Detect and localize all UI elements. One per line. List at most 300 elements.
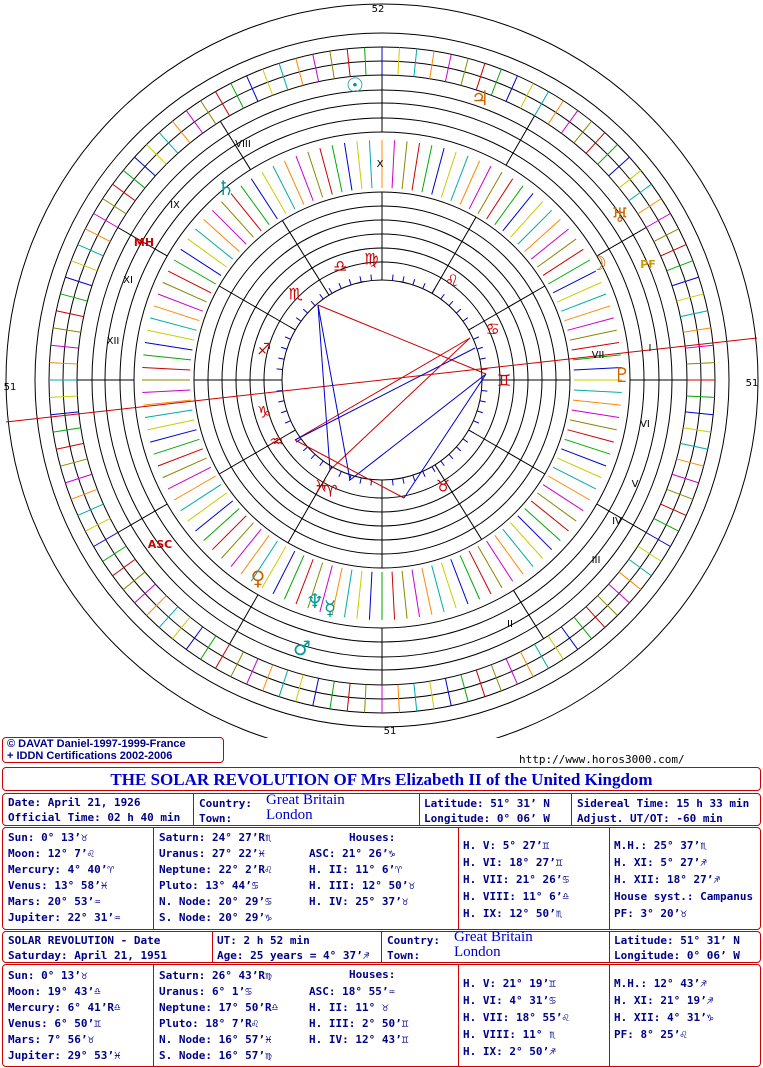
sign-divider xyxy=(219,430,295,474)
degree-tick xyxy=(303,447,307,451)
inner-tick xyxy=(525,508,561,540)
inner-tick xyxy=(487,179,513,219)
revolution-houses-title: Houses: xyxy=(349,968,396,981)
zodiac-tick xyxy=(113,559,136,575)
zodiac-tick xyxy=(103,199,126,214)
degree-tick xyxy=(441,294,445,299)
inner-tick xyxy=(537,239,576,267)
inner-tick xyxy=(553,467,596,489)
aspect-line xyxy=(318,305,486,374)
inner-tick xyxy=(150,430,196,442)
inner-tick xyxy=(150,318,196,330)
birth-planet-entry: Neptune: 22° 2’R♌ xyxy=(159,863,272,876)
zodiac-tick xyxy=(279,670,288,697)
revolution-planet-entry: Venus: 6° 50’♊ xyxy=(8,1017,101,1030)
degree-tick xyxy=(423,471,425,476)
zodiac-tick xyxy=(216,92,230,116)
inner-tick xyxy=(565,439,611,454)
inner-tick xyxy=(204,219,240,251)
inner-tick xyxy=(531,501,568,531)
birth-sidereal: Sidereal Time: 15 h 33 min xyxy=(577,797,750,810)
sign-glyph-7: ♏ xyxy=(288,284,303,304)
zodiac-tick xyxy=(677,459,704,466)
inner-tick xyxy=(231,193,261,230)
degree-tick xyxy=(349,279,351,285)
birth-house-entry: H. III: 12° 50’♉ xyxy=(309,879,415,892)
zodiac-tick xyxy=(201,636,216,659)
inner-tick xyxy=(570,330,617,340)
inner-tick xyxy=(525,219,561,251)
copyright-line2: + IDDN Certifications 2002-2006 xyxy=(7,750,173,762)
inner-tick xyxy=(503,529,533,566)
degree-tick xyxy=(329,288,332,293)
house-label-1: IX xyxy=(170,200,180,211)
inner-tick xyxy=(273,551,295,594)
inner-tick xyxy=(537,493,576,521)
inner-tick xyxy=(174,260,216,284)
birth-adjust: Adjust. UT/OT: -60 min xyxy=(577,812,723,825)
birth-planet-entry: Mars: 20° 53’♒ xyxy=(8,895,101,908)
inner-tick xyxy=(320,148,332,194)
planet-glyph-1: ☽ xyxy=(589,251,607,275)
inner-tick xyxy=(565,306,611,321)
degree-tick xyxy=(278,358,284,359)
inner-tick xyxy=(147,420,194,430)
zodiac-tick xyxy=(71,489,97,499)
birth-country-label: Country: xyxy=(199,797,252,810)
inner-tick xyxy=(369,140,372,188)
sign-glyph-11: ♓ xyxy=(313,476,329,496)
degree-tick xyxy=(463,318,468,322)
house-label-10: X xyxy=(376,159,384,170)
zodiac-tick xyxy=(296,675,303,702)
degree-tick xyxy=(285,337,290,339)
birth-house-entry: ASC: 21° 26’♑ xyxy=(309,847,396,860)
inner-tick xyxy=(561,294,606,311)
birth-info-panel xyxy=(2,793,761,826)
degree-tick xyxy=(480,358,486,359)
inner-tick xyxy=(284,555,304,599)
inner-tick xyxy=(557,282,601,302)
inner-tick xyxy=(487,541,513,581)
wheel-bottom-label: 51 xyxy=(383,726,397,737)
degree-tick xyxy=(303,309,307,313)
planet-glyph-8: ♆ xyxy=(306,589,324,613)
zodiac-tick xyxy=(263,69,273,95)
degree-tick xyxy=(339,471,341,476)
inner-tick xyxy=(460,555,480,599)
revolution-planet-entry: Neptune: 17° 50’R♎ xyxy=(159,1001,279,1014)
inner-tick xyxy=(212,210,246,244)
inner-tick xyxy=(402,571,407,619)
zodiac-tick xyxy=(520,83,533,108)
zodiac-tick xyxy=(135,584,156,603)
degree-tick xyxy=(413,279,415,285)
inner-tick xyxy=(570,420,617,430)
inner-tick xyxy=(181,485,221,511)
inner-tick xyxy=(548,476,590,500)
aspect-line xyxy=(350,374,486,480)
zodiac-tick xyxy=(586,133,605,154)
zodiac-tick xyxy=(263,665,273,691)
birth-time: Official Time: 02 h 40 min xyxy=(8,811,181,824)
sign-glyph-2: ♊ xyxy=(496,371,512,390)
inner-tick xyxy=(543,249,583,275)
birth-town-label: Town: xyxy=(199,812,233,825)
inner-tick xyxy=(357,571,362,619)
house-label-3: XII xyxy=(106,336,120,347)
planet-glyph-0: ☉ xyxy=(346,73,364,97)
inner-tick xyxy=(145,342,192,350)
inner-tick xyxy=(557,458,601,478)
revolution-date: Saturday: April 21, 1951 xyxy=(8,949,167,962)
zodiac-tick xyxy=(535,644,549,668)
revolution-longitude: Longitude: 0° 06’ W xyxy=(614,949,740,962)
degree-tick xyxy=(392,479,393,485)
aspect-line xyxy=(295,440,404,498)
wheel-right-label: 51 xyxy=(745,378,759,389)
zodiac-tick xyxy=(629,184,652,200)
birth-date: Date: April 21, 1926 xyxy=(8,796,141,809)
birth-house-entry: M.H.: 25° 37’♏ xyxy=(614,839,707,852)
revolution-planet-entry: S. Node: 16° 57’♍ xyxy=(159,1049,272,1062)
birth-house-entry: H. VIII: 11° 6’♎ xyxy=(463,890,569,903)
inner-tick xyxy=(181,249,221,275)
revolution-planet-entry: Pluto: 18° 7’R♌ xyxy=(159,1017,259,1030)
zodiac-tick xyxy=(94,214,118,228)
inner-tick xyxy=(163,458,207,478)
zodiac-tick xyxy=(78,245,104,256)
revolution-planet-entry: Mercury: 6° 41’R♎ xyxy=(8,1001,121,1014)
revolution-house-entry: H. IV: 12° 43’♊ xyxy=(309,1033,409,1046)
title-panel xyxy=(2,767,761,791)
degree-tick xyxy=(473,421,478,423)
inner-tick xyxy=(241,186,269,225)
zodiac-tick xyxy=(476,670,485,697)
marker-label-1: MH xyxy=(133,236,155,249)
zodiac-tick xyxy=(78,504,104,515)
sign-divider xyxy=(469,286,545,330)
zodiac-tick xyxy=(231,652,244,677)
zodiac-tick xyxy=(672,474,699,483)
birth-planet-entry: Pluto: 13° 44’♋ xyxy=(159,879,259,892)
sign-glyph-10: ♒ xyxy=(269,432,284,451)
revolution-planet-entry: Uranus: 6° 1’♋ xyxy=(159,985,252,998)
inner-tick xyxy=(495,535,523,574)
marker-label-2: PF xyxy=(640,258,656,271)
planet-glyph-3: ♀ xyxy=(250,566,266,590)
revolution-town: London xyxy=(454,944,501,960)
zodiac-tick xyxy=(646,533,670,547)
birth-positions-panel xyxy=(2,827,761,930)
aspect-line xyxy=(318,305,350,480)
birth-house-entry: H. V: 5° 27’♊ xyxy=(463,839,550,852)
inner-tick xyxy=(392,572,395,620)
revolution-positions-panel xyxy=(2,964,761,1067)
planet-glyph-4: ♂ xyxy=(293,636,311,660)
zodiac-tick xyxy=(661,504,687,515)
zodiac-tick xyxy=(186,627,202,650)
inner-tick xyxy=(548,260,590,284)
zodiac-tick xyxy=(71,261,97,271)
revolution-house-entry: PF: 8° 25’♌ xyxy=(614,1028,687,1041)
zodiac-tick xyxy=(638,546,661,561)
inner-tick xyxy=(357,141,362,189)
sign-glyph-1: ♉ xyxy=(435,476,451,496)
inner-tick xyxy=(432,565,444,611)
inner-tick xyxy=(510,202,542,238)
zodiac-tick xyxy=(60,294,87,301)
birth-planet-entry: Venus: 13° 58’♓ xyxy=(8,879,108,892)
inner-tick xyxy=(441,563,456,609)
zodiac-tick xyxy=(661,245,687,256)
inner-tick xyxy=(251,179,277,219)
zodiac-tick xyxy=(279,63,288,90)
planet-glyph-7: ♅ xyxy=(611,203,629,227)
zodiac-tick xyxy=(654,518,679,531)
degree-tick xyxy=(281,411,287,413)
inner-tick xyxy=(574,390,622,393)
zodiac-tick xyxy=(506,76,517,102)
inner-tick xyxy=(221,202,253,238)
revolution-planet-entry: Moon: 19° 43’♎ xyxy=(8,985,101,998)
page-title: THE SOLAR REVOLUTION OF Mrs Elizabeth II of the United Kingdom xyxy=(110,770,653,789)
degree-tick xyxy=(449,301,453,305)
zodiac-tick xyxy=(216,644,230,668)
zodiac-tick xyxy=(85,229,110,242)
zodiac-tick xyxy=(586,607,605,628)
zodiac-tick xyxy=(672,277,699,286)
inner-tick xyxy=(168,467,211,489)
zodiac-tick xyxy=(677,294,704,301)
inner-tick xyxy=(284,161,304,205)
degree-tick xyxy=(311,301,315,305)
birth-planet-entry: S. Node: 20° 29’♑ xyxy=(159,911,272,924)
birth-planet-entry: Sun: 0° 13’♉ xyxy=(8,831,88,844)
inner-tick xyxy=(204,508,240,540)
inner-tick xyxy=(503,193,533,230)
inner-tick xyxy=(573,400,621,405)
sign-divider xyxy=(469,430,545,474)
inner-tick xyxy=(174,476,216,500)
house-label-6: V xyxy=(631,479,639,490)
birth-houses-title: Houses: xyxy=(349,831,396,844)
revolution-house-entry: H. VI: 4° 31’♋ xyxy=(463,994,556,1007)
house-label-5: VI xyxy=(640,419,650,430)
aspect-lines xyxy=(295,305,486,498)
inner-tick xyxy=(531,229,568,259)
zodiac-tick xyxy=(561,627,577,650)
zodiac-tick xyxy=(247,659,258,685)
zodiac-tick xyxy=(646,214,670,228)
birth-house-entry: House syst.: Campanus xyxy=(614,890,754,903)
inner-tick xyxy=(412,570,420,617)
inner-tick xyxy=(262,172,286,214)
inner-tick xyxy=(188,493,227,521)
zodiac-tick xyxy=(520,652,533,677)
inner-tick xyxy=(478,546,502,588)
inner-tick xyxy=(561,449,606,466)
sign-glyph-6: ♎ xyxy=(333,256,348,276)
revolution-planet-entry: Jupiter: 29° 53’♓ xyxy=(8,1049,121,1062)
zodiac-tick xyxy=(638,199,661,214)
inner-tick xyxy=(510,523,542,559)
degree-tick xyxy=(296,318,301,322)
house-label-4: VII xyxy=(591,350,605,361)
inner-tick xyxy=(518,516,552,550)
birth-house-entry: H. XI: 5° 27’♐ xyxy=(614,856,707,869)
revolution-planet-entry: N. Node: 16° 57’♓ xyxy=(159,1033,272,1046)
zodiac-tick xyxy=(574,617,592,639)
inner-tick xyxy=(147,330,194,340)
inner-tick xyxy=(163,282,207,302)
zodiac-tick xyxy=(159,607,178,628)
zodiac-tick xyxy=(548,636,563,659)
degree-tick xyxy=(277,369,283,370)
inner-tick xyxy=(392,140,395,188)
revolution-house-entry: H. XI: 21° 19’♐ xyxy=(614,994,714,1007)
zodiac-tick xyxy=(135,157,156,176)
revolution-house-entry: H. III: 2° 50’♊ xyxy=(309,1017,409,1030)
zodiac-tick xyxy=(123,170,145,188)
house-label-2: XI xyxy=(123,275,133,286)
inner-tick xyxy=(195,501,232,531)
zodiac-tick xyxy=(535,92,549,116)
inner-tick xyxy=(154,439,200,454)
inner-tick xyxy=(145,410,192,418)
birth-longitude: Longitude: 0° 06’ W xyxy=(424,812,550,825)
inner-tick xyxy=(195,229,232,259)
birth-house-entry: H. XII: 18° 27’♐ xyxy=(614,873,720,886)
zodiac-tick xyxy=(574,121,592,143)
inner-tick xyxy=(572,410,619,418)
zodiac-tick xyxy=(123,572,145,590)
copyright-box xyxy=(2,737,224,763)
inner-tick xyxy=(432,148,444,194)
birth-latitude: Latitude: 51° 31’ N xyxy=(424,797,550,810)
inner-tick xyxy=(143,355,191,360)
zodiac-tick xyxy=(201,101,216,124)
zodiac-tick xyxy=(60,459,87,466)
degree-tick xyxy=(320,461,324,466)
zodiac-tick xyxy=(231,83,244,108)
planet-glyph-5: ♃ xyxy=(471,86,489,110)
revolution-planet-entry: Saturn: 26° 43’R♍ xyxy=(159,969,272,982)
birth-country: Great Britain xyxy=(266,792,345,808)
inner-tick xyxy=(158,294,203,311)
planet-glyph-2: ☿ xyxy=(323,596,337,620)
inner-tick xyxy=(478,172,502,214)
inner-tick xyxy=(262,546,286,588)
inner-tick xyxy=(441,152,456,198)
inner-tick xyxy=(168,271,211,293)
birth-house-entry: H. II: 11° 6’♈ xyxy=(309,863,402,876)
degree-tick xyxy=(441,461,445,466)
zodiac-tick xyxy=(654,229,679,242)
birth-planet-entry: Moon: 12° 7’♌ xyxy=(8,847,95,860)
zodiac-tick xyxy=(548,101,563,124)
degree-tick xyxy=(463,439,468,443)
birth-house-entry: H. VI: 18° 27’♊ xyxy=(463,856,563,869)
inner-tick xyxy=(188,239,227,267)
house-label-11: I xyxy=(648,343,652,354)
wheel-top-label: 52 xyxy=(371,4,385,15)
zodiac-tick xyxy=(94,533,118,547)
degree-tick xyxy=(278,401,284,402)
zodiac-tick xyxy=(619,170,641,188)
birth-planet-entry: Mercury: 4° 40’♈ xyxy=(8,863,114,876)
aspect-line xyxy=(318,305,330,470)
inner-tick xyxy=(221,523,253,559)
zodiac-tick xyxy=(172,617,190,639)
inner-tick xyxy=(308,152,323,198)
zodiac-tick xyxy=(103,546,126,561)
degree-tick xyxy=(449,454,453,458)
degree-tick xyxy=(481,390,487,391)
inner-tick xyxy=(469,551,491,594)
revolution-planet-entry: Mars: 7° 56’♉ xyxy=(8,1033,95,1046)
degree-tick xyxy=(403,478,404,484)
planet-glyph-9: ♇ xyxy=(613,363,631,387)
revolution-ut: UT: 2 h 52 min xyxy=(217,934,310,947)
inner-tick xyxy=(273,166,295,209)
degree-tick xyxy=(413,475,415,481)
planet-glyph-6: ♄ xyxy=(217,176,235,200)
inner-tick xyxy=(369,572,372,620)
house-label-0: VIII xyxy=(235,139,251,150)
inner-tick xyxy=(451,156,468,201)
degree-tick xyxy=(403,276,404,282)
revolution-age: Age: 25 years = 4° 37’♐ xyxy=(217,949,370,962)
inner-tick xyxy=(567,430,613,442)
site-url[interactable]: http://www.horos3000.com/ xyxy=(519,753,685,766)
zodiac-tick xyxy=(609,584,630,603)
inner-tick xyxy=(402,141,407,189)
zodiac-tick xyxy=(461,675,468,702)
zodiac-tick xyxy=(561,111,577,134)
degree-tick xyxy=(473,337,478,339)
inner-tick xyxy=(212,516,246,550)
inner-tick xyxy=(296,156,313,201)
revolution-house-entry: M.H.: 12° 43’♐ xyxy=(614,977,707,990)
zodiac-tick xyxy=(247,76,258,102)
birth-house-entry: H. IV: 25° 37’♉ xyxy=(309,895,409,908)
house-label-7: IV xyxy=(612,516,622,527)
revolution-heading: SOLAR REVOLUTION - Date xyxy=(8,934,161,947)
house-label-9: II xyxy=(507,619,513,630)
inner-tick xyxy=(344,570,352,617)
degree-tick xyxy=(456,309,460,313)
wheel-left-label: 51 xyxy=(3,382,17,393)
degree-tick xyxy=(320,294,324,299)
birth-planet-entry: N. Node: 20° 29’♋ xyxy=(159,895,272,908)
degree-tick xyxy=(392,275,393,281)
house-label-8: III xyxy=(591,555,601,566)
revolution-town-label: Town: xyxy=(387,949,421,962)
revolution-house-entry: H. VIII: 11° ♏ xyxy=(463,1028,556,1041)
degree-tick xyxy=(423,283,425,288)
sign-glyph-0: ♈ xyxy=(323,481,338,501)
revolution-house-entry: ASC: 18° 55’♒ xyxy=(309,985,396,998)
inner-tick xyxy=(495,186,523,225)
revolution-house-entry: H. IX: 2° 50’♐ xyxy=(463,1045,556,1058)
sign-glyph-5: ♍ xyxy=(364,249,379,269)
sign-glyph-9: ♑ xyxy=(256,402,272,422)
inner-tick xyxy=(344,143,352,190)
inner-tick xyxy=(332,145,342,192)
birth-town: London xyxy=(266,807,313,823)
inner-tick xyxy=(142,390,190,393)
